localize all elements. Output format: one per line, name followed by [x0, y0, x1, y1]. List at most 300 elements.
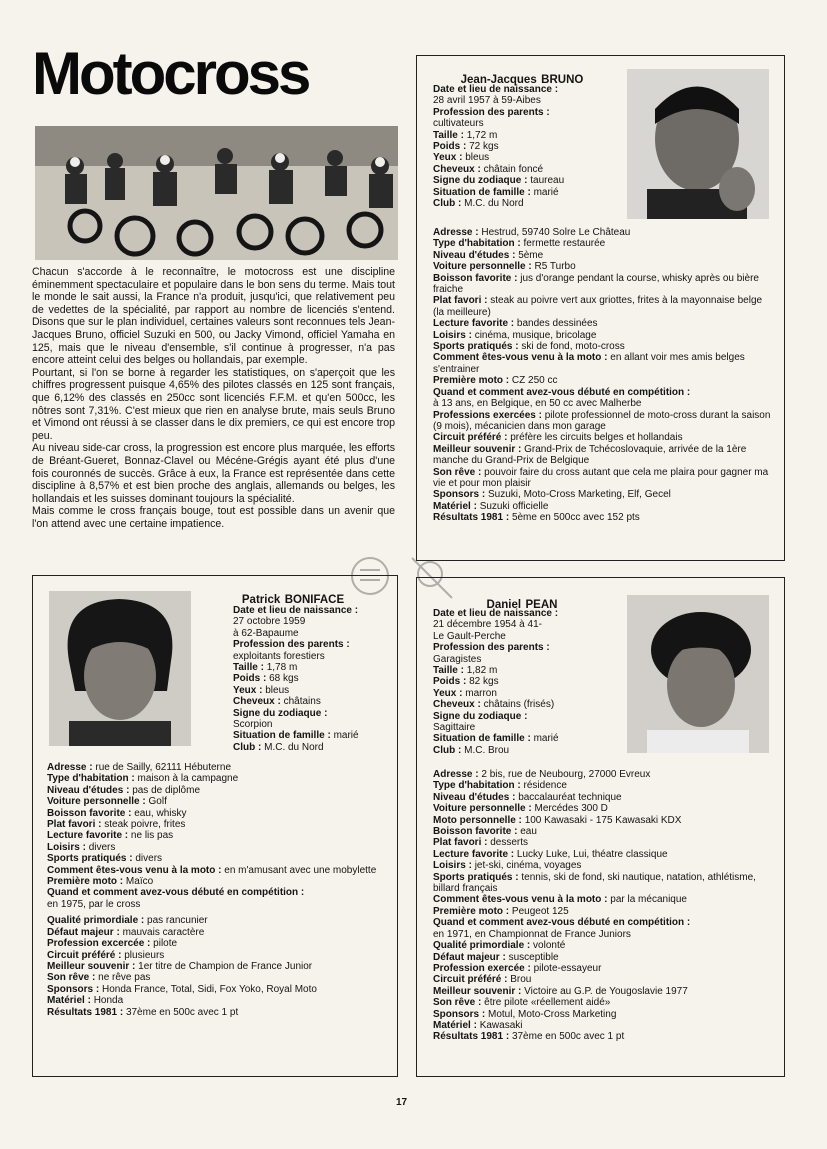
detail-row: [433, 375, 773, 386]
detail-label: Circuit préféré :: [433, 432, 508, 444]
info-label: Situation de famille :: [433, 733, 531, 745]
info-value: M.C. du Nord: [264, 741, 324, 753]
detail-label: Matériel :: [47, 995, 91, 1007]
detail-label: Niveau d'études :: [433, 249, 516, 261]
detail-value: Mercédes 300 D: [534, 803, 608, 815]
info-label: Club :: [433, 198, 462, 210]
detail-row: [47, 830, 387, 841]
detail-value: être pilote «réellement aidé»: [484, 997, 611, 1009]
detail-row: [433, 467, 773, 490]
detail-label: Quand et comment avez-vous débuté en compétition :: [433, 917, 691, 929]
detail-value: 37ème en 500c avec 1 pt: [511, 1031, 625, 1043]
detail-value: susceptible: [508, 951, 559, 963]
detail-value: pilote-essayeur: [533, 962, 602, 974]
info-row: [433, 733, 623, 744]
detail-value: R5 Turbo: [534, 261, 576, 273]
detail-row: [433, 986, 773, 997]
detail-value: Lucky Luke, Lui, théatre classique: [516, 848, 668, 860]
info-label: Taille :: [233, 662, 264, 674]
info-label: Yeux :: [433, 152, 463, 164]
info-label: Poids :: [433, 141, 467, 153]
info-label: Cheveux :: [433, 699, 481, 711]
detail-label: Plat favori :: [47, 819, 102, 831]
info-label: Signe du zodiaque :: [433, 710, 528, 722]
rider-details: [47, 762, 387, 1018]
info-value: exploitants forestiers: [233, 650, 325, 662]
detail-label: Sports pratiqués :: [47, 853, 133, 865]
detail-value: en 1975, par le cross: [47, 898, 141, 910]
detail-row: [433, 432, 773, 443]
detail-value: pas rancunier: [147, 915, 208, 927]
detail-value: Victoire au G.P. de Yougoslavie 1977: [524, 985, 688, 997]
detail-value: fermette restaurée: [523, 238, 606, 250]
info-value: marié: [333, 730, 359, 742]
detail-value: préfère les circuits belges et hollandais: [510, 432, 683, 444]
detail-row: [433, 1031, 773, 1042]
info-row: [433, 141, 623, 152]
detail-value: résidence: [523, 780, 567, 792]
detail-row: [433, 872, 773, 895]
info-label: Club :: [433, 744, 462, 756]
detail-row: [47, 853, 387, 864]
detail-value: Motul, Moto-Cross Marketing: [488, 1008, 617, 1020]
detail-value: volonté: [533, 940, 566, 952]
info-row: [433, 164, 623, 175]
rider-top-info: [433, 608, 623, 756]
detail-label: Sports pratiqués :: [433, 871, 519, 883]
detail-value: par la mécanique: [610, 894, 687, 906]
detail-row: [433, 803, 773, 814]
info-value: 21 décembre 1954 à 41-: [433, 619, 542, 631]
detail-value: desserts: [490, 837, 529, 849]
detail-value: jus d'orange pendant la course, whisky après ou bière fraiche: [433, 272, 759, 296]
info-label: Profession des parents :: [433, 106, 550, 118]
detail-row: [433, 963, 773, 974]
info-value: Scorpion: [233, 719, 273, 731]
detail-value: Honda: [93, 995, 124, 1007]
detail-value: rue de Sailly, 62111 Hébuterne: [95, 762, 232, 773]
detail-label: Première moto :: [433, 905, 510, 917]
info-label: Signe du zodiaque :: [433, 175, 528, 187]
detail-row: [47, 819, 387, 830]
detail-value: 1er titre de Champion de France Junior: [138, 960, 313, 972]
detail-label: Loisirs :: [433, 329, 472, 341]
detail-label: Meilleur souvenir :: [433, 985, 522, 997]
detail-row: [433, 906, 773, 917]
info-value: marié: [533, 733, 559, 745]
detail-value: mauvais caractère: [122, 926, 205, 938]
detail-value: Brou: [510, 974, 532, 986]
detail-row: [433, 330, 773, 341]
detail-row: [433, 501, 773, 512]
detail-label: Adresse :: [433, 769, 479, 780]
detail-row: [47, 808, 387, 819]
info-row: [433, 722, 623, 733]
info-row: [233, 685, 393, 696]
detail-value: eau: [520, 826, 537, 838]
rider-first-name: Jean-Jacques: [460, 74, 537, 86]
info-label: Yeux :: [433, 687, 463, 699]
info-row: [433, 198, 623, 209]
portrait-photo-bruno: [627, 69, 769, 219]
info-label: Poids :: [433, 676, 467, 688]
info-row: [233, 719, 393, 730]
detail-row: [47, 995, 387, 1006]
portrait-photo-pean: [627, 595, 769, 753]
detail-value: à 13 ans, en Belgique, en 50 cc avec Malherbe: [433, 398, 642, 410]
info-value: Le Gault-Perche: [433, 630, 506, 642]
info-row: [433, 699, 623, 710]
detail-label: Première moto :: [47, 876, 124, 888]
intro-paragraph: Chacun s'accorde à le reconnaître, le motocross est une discipline éminemment spectaculaire et populaire dans le bon sens du terme. Mais tout le monde le sait aussi, la France n'a produit, jusqu'ici, que relativement peu de vedettes de la spécialité, par rapport au nombre de licenciés s'entend. Disons que sur le plan individuel, certaines valeurs sont reconnues tels Jean-Jacques Bruno, officiel Suzuki en 500, ou Jacky Vimond, officiel Yamaha en 125, mais que le niveau d'ensemble, s'il continue à progresser, n'a pas encore atteint celui des belges ou hollandais, par exemple.: [32, 266, 395, 367]
detail-label: Circuit préféré :: [433, 974, 508, 986]
detail-row: [433, 512, 773, 523]
info-row: [433, 118, 623, 129]
detail-label: Comment êtes-vous venu à la moto :: [433, 352, 608, 364]
info-row: [233, 616, 393, 627]
info-value: châtains: [283, 696, 321, 708]
info-label: Profession des parents :: [433, 642, 550, 654]
info-row: [433, 107, 623, 118]
detail-row: [433, 318, 773, 329]
detail-label: Première moto :: [433, 375, 510, 387]
detail-label: Sponsors :: [47, 983, 100, 995]
info-row: [433, 642, 623, 653]
detail-value: 5ème: [518, 249, 544, 261]
detail-label: Son rêve :: [47, 972, 96, 984]
detail-label: Voiture personnelle :: [47, 796, 146, 808]
info-row: [233, 628, 393, 639]
info-label: Signe du zodiaque :: [233, 707, 328, 719]
detail-value: plusieurs: [124, 949, 165, 961]
intro-paragraph: Au niveau side-car cross, la progression est encore plus marquée, les efforts de Bréant-Gueret, Bonnaz-Clavel ou Mécéne-Grégis ayant été plus d'une fois couronnés de succès. Grâce à eux, la France est représentée dans cette discipline à 8,57% et est bien proche des anglais, allemands ou belges, les hollandais et les suisses dominant toujours la spécialité.: [32, 442, 395, 505]
info-row: [233, 708, 393, 719]
detail-row: [433, 273, 773, 296]
info-value: 82 kgs: [469, 676, 499, 688]
info-row: [433, 654, 623, 665]
detail-row: [433, 295, 773, 318]
info-value: M.C. Brou: [464, 744, 510, 756]
detail-value: 2 bis, rue de Neubourg, 27000 Evreux: [481, 769, 651, 780]
detail-label: Son rêve :: [433, 997, 482, 1009]
info-value: cultivateurs: [433, 118, 484, 130]
detail-row: [433, 1009, 773, 1020]
info-row: [233, 730, 393, 741]
rider-details: [433, 227, 773, 524]
detail-label: Loisirs :: [47, 841, 86, 853]
detail-row: [47, 773, 387, 784]
info-value: 27 octobre 1959: [233, 616, 306, 628]
detail-value: pilote professionnel de moto-cross durant la saison (9 mois), mécanicien dans mon garage: [433, 409, 771, 432]
detail-row: [433, 769, 773, 780]
detail-row: [433, 341, 773, 352]
rider-card-pean: [416, 577, 785, 1077]
info-row: [233, 639, 393, 650]
info-label: Taille :: [433, 129, 464, 141]
info-value: marié: [533, 186, 559, 198]
detail-label: Profession exercée :: [433, 962, 531, 974]
detail-label: Niveau d'études :: [47, 784, 130, 796]
detail-row: [433, 780, 773, 791]
info-row: [433, 608, 623, 619]
info-row: [433, 84, 623, 95]
info-row: [233, 696, 393, 707]
detail-label: Type d'habitation :: [47, 773, 135, 785]
detail-label: Quand et comment avez-vous débuté en compétition :: [47, 887, 305, 899]
detail-label: Résultats 1981 :: [47, 1006, 124, 1018]
portrait-photo-boniface: [49, 591, 191, 746]
detail-value: bandes dessinées: [516, 318, 598, 330]
detail-value: CZ 250 cc: [511, 375, 558, 387]
detail-label: Professions exercées :: [433, 409, 542, 421]
detail-value: ne rêve pas: [98, 972, 151, 984]
detail-row: [433, 974, 773, 985]
detail-label: Voiture personnelle :: [433, 261, 532, 273]
detail-value: Kawasaki: [479, 1019, 523, 1031]
detail-row: [47, 876, 387, 887]
detail-value: Grand-Prix de Tchécoslovaquie, arrivée de la 1ère manche du Grand-Prix de Belgique: [433, 443, 747, 467]
detail-row: [433, 826, 773, 837]
detail-row: [47, 865, 387, 876]
info-label: Profession des parents :: [233, 639, 350, 651]
detail-row: [433, 940, 773, 951]
info-row: [233, 662, 393, 673]
detail-value: Peugeot 125: [511, 905, 569, 917]
detail-label: Voiture personnelle :: [433, 803, 532, 815]
detail-label: Résultats 1981 :: [433, 512, 510, 524]
info-row: [233, 605, 393, 616]
info-row: [433, 631, 623, 642]
info-row: [433, 95, 623, 106]
info-row: [233, 742, 393, 753]
info-value: bleus: [265, 684, 290, 696]
info-value: 68 kgs: [269, 673, 299, 685]
detail-row: [47, 984, 387, 995]
detail-value: maison à la campagne: [137, 773, 239, 785]
detail-label: Comment êtes-vous venu à la moto :: [433, 894, 608, 906]
rider-card-boniface: [32, 575, 398, 1077]
detail-row: [47, 796, 387, 807]
detail-row: [433, 227, 773, 238]
detail-label: Sponsors :: [433, 1008, 486, 1020]
detail-value: en 1971, en Championnat de France Juniors: [433, 928, 631, 940]
info-label: Yeux :: [233, 684, 263, 696]
detail-value: eau, whisky: [134, 807, 187, 819]
detail-value: Hestrud, 59740 Solre Le Château: [481, 227, 631, 238]
detail-value: ne lis pas: [130, 830, 174, 842]
detail-value: Golf: [148, 796, 167, 808]
detail-label: Adresse :: [47, 762, 93, 773]
intro-text: [32, 266, 395, 530]
detail-row: [433, 997, 773, 1008]
info-value: M.C. du Nord: [464, 198, 524, 210]
detail-row: [47, 785, 387, 796]
rider-last-name: BRUNO: [541, 74, 584, 86]
detail-row: [47, 927, 387, 938]
page-title: Motocross: [32, 40, 309, 107]
intro-paragraph: Pourtant, si l'on se borne à regarder les statistiques, on s'aperçoit que les chiffres progressent puisque 4,65% des pilotes classés en 125 sont français, que 6,12% des classés en 250cc sont licenciés F.F.M. et qu'en 500cc, les nôtres sont 7,31%. C'est mieux que rien en analyse brute, mais seuls Bruno et Vimond ont réussi à se classer dans le dix premiers, ce qui est encore trop peu.: [32, 366, 395, 442]
detail-value: baccalauréat technique: [518, 791, 622, 803]
detail-row: [47, 842, 387, 853]
detail-row: [433, 792, 773, 803]
info-row: [433, 187, 623, 198]
detail-label: Meilleur souvenir :: [47, 960, 136, 972]
detail-label: Plat favori :: [433, 295, 488, 307]
intro-paragraph: Mais comme le cross français bouge, tout est possible dans un avenir que l'on attend avec une certaine impatience.: [32, 505, 395, 530]
rider-top-info: [433, 84, 623, 209]
rider-last-name: BONIFACE: [284, 594, 345, 606]
detail-row: [47, 938, 387, 949]
detail-row: [47, 887, 387, 910]
detail-label: Loisirs :: [433, 860, 472, 872]
info-value: châtains (frisés): [483, 699, 555, 711]
detail-label: Profession excercée :: [47, 938, 151, 950]
page-number: 17: [396, 1097, 408, 1108]
detail-label: Lecture favorite :: [433, 848, 515, 860]
detail-label: Lecture favorite :: [433, 318, 515, 330]
info-row: [433, 665, 623, 676]
info-label: Cheveux :: [433, 163, 481, 175]
detail-row: [433, 815, 773, 826]
detail-value: pouvoir faire du cross autant que cela me plaira pour gagner ma vie et pour mon plaisir: [433, 466, 769, 489]
detail-label: Matériel :: [433, 500, 477, 512]
detail-value: cinéma, musique, bricolage: [474, 329, 597, 341]
detail-label: Résultats 1981 :: [433, 1031, 510, 1043]
detail-row: [433, 952, 773, 963]
detail-label: Sports pratiqués :: [433, 341, 519, 353]
detail-value: steak poivre, frites: [104, 819, 186, 831]
info-row: [433, 619, 623, 630]
rider-details: [433, 769, 773, 1043]
rider-card-bruno: [416, 55, 785, 561]
detail-value: en allant voir mes amis belges s'entrainer: [433, 352, 745, 375]
detail-value: 100 Kawasaki - 175 Kawasaki KDX: [524, 814, 682, 826]
info-row: [433, 175, 623, 186]
detail-row: [433, 849, 773, 860]
info-label: Cheveux :: [233, 696, 281, 708]
detail-label: Matériel :: [433, 1019, 477, 1031]
detail-row: [433, 489, 773, 500]
detail-row: [433, 352, 773, 375]
info-row: [433, 152, 623, 163]
detail-label: Sponsors :: [433, 489, 486, 501]
info-value: châtain foncé: [483, 163, 544, 175]
detail-value: divers: [88, 841, 116, 853]
detail-row: [47, 915, 387, 926]
info-value: à 62-Bapaume: [233, 627, 299, 639]
info-row: [433, 676, 623, 687]
info-value: bleus: [465, 152, 490, 164]
detail-value: Honda France, Total, Sidi, Fox Yoko, Royal Moto: [102, 983, 317, 995]
detail-label: Son rêve :: [433, 466, 482, 478]
detail-row: [433, 837, 773, 848]
detail-value: ski de fond, moto-cross: [521, 341, 625, 353]
detail-label: Boisson favorite :: [433, 272, 518, 284]
detail-row: [433, 1020, 773, 1031]
detail-row: [47, 762, 387, 773]
rider-last-name: PEAN: [525, 599, 558, 611]
detail-label: Type d'habitation :: [433, 238, 521, 250]
info-label: Date et lieu de naissance :: [233, 605, 359, 616]
detail-row: [433, 444, 773, 467]
detail-value: pilote: [153, 938, 178, 950]
info-label: Situation de famille :: [433, 186, 531, 198]
detail-row: [433, 917, 773, 940]
detail-label: Défaut majeur :: [433, 951, 506, 963]
info-value: 1,82 m: [466, 665, 498, 677]
detail-value: Suzuki, Moto-Cross Marketing, Elf, Gecel: [488, 489, 671, 501]
info-row: [433, 745, 623, 756]
info-row: [433, 130, 623, 141]
info-value: 1,72 m: [466, 129, 498, 141]
detail-label: Défaut majeur :: [47, 926, 120, 938]
info-value: taureau: [530, 175, 565, 187]
detail-value: tennis, ski de fond, ski nautique, natation, athlétisme, billard français: [433, 871, 756, 895]
detail-row: [433, 410, 773, 433]
detail-label: Plat favori :: [433, 837, 488, 849]
info-value: Sagittaire: [433, 722, 476, 734]
detail-row: [433, 387, 773, 410]
race-photo: [35, 126, 398, 260]
detail-value: pas de diplôme: [132, 784, 201, 796]
detail-value: Suzuki officielle: [479, 500, 549, 512]
info-value: Garagistes: [433, 653, 482, 665]
detail-label: Niveau d'études :: [433, 791, 516, 803]
detail-label: Moto personnelle :: [433, 814, 522, 826]
detail-row: [433, 250, 773, 261]
detail-label: Meilleur souvenir :: [433, 443, 522, 455]
detail-row: [47, 950, 387, 961]
info-label: Date et lieu de naissance :: [433, 608, 559, 619]
detail-row: [433, 894, 773, 905]
detail-label: Circuit préféré :: [47, 949, 122, 961]
info-value: 1,78 m: [266, 662, 298, 674]
rider-first-name: Daniel: [486, 599, 522, 611]
detail-value: en m'amusant avec une mobylette: [224, 864, 377, 876]
info-label: Date et lieu de naissance :: [433, 84, 559, 95]
detail-row: [47, 1007, 387, 1018]
info-row: [433, 688, 623, 699]
detail-label: Qualité primordiale :: [433, 940, 531, 952]
detail-row: [47, 961, 387, 972]
info-value: marron: [465, 687, 497, 699]
info-row: [233, 673, 393, 684]
info-value: 72 kgs: [469, 141, 499, 153]
info-label: Poids :: [233, 673, 267, 685]
info-label: Taille :: [433, 665, 464, 677]
info-label: Situation de famille :: [233, 730, 331, 742]
detail-value: 5ème en 500cc avec 152 pts: [511, 512, 640, 524]
detail-row: [433, 238, 773, 249]
detail-label: Lecture favorite :: [47, 830, 129, 842]
info-value: 28 avril 1957 à 59-Aibes: [433, 95, 541, 107]
detail-row: [433, 860, 773, 871]
detail-label: Type d'habitation :: [433, 780, 521, 792]
detail-row: [433, 261, 773, 272]
detail-row: [47, 972, 387, 983]
detail-value: Maïco: [125, 876, 154, 888]
detail-label: Boisson favorite :: [47, 807, 132, 819]
rider-top-info: [233, 605, 393, 753]
info-label: Club :: [233, 741, 262, 753]
detail-value: jet-ski, cinéma, voyages: [474, 860, 582, 872]
detail-label: Qualité primordiale :: [47, 915, 145, 927]
detail-label: Comment êtes-vous venu à la moto :: [47, 864, 222, 876]
detail-label: Boisson favorite :: [433, 826, 518, 838]
info-row: [233, 651, 393, 662]
detail-value: divers: [135, 853, 163, 865]
detail-label: Adresse :: [433, 227, 479, 238]
